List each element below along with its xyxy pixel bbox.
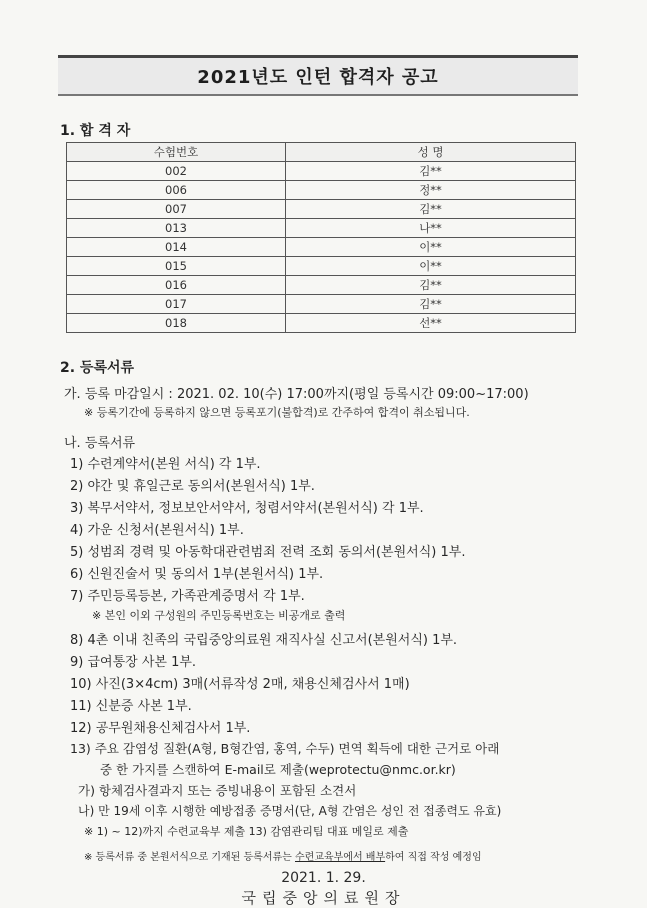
list-item: 12) 공무원채용신체검사서 1부. bbox=[70, 721, 251, 736]
table-row bbox=[67, 181, 576, 200]
passer-name: 김** bbox=[286, 295, 576, 314]
passers-table bbox=[66, 142, 576, 333]
list-item: 13) 주요 감염성 질환(A형, B형간염, 홍역, 수두) 면역 획득에 대한 근거로 아래 bbox=[70, 741, 500, 756]
section2-heading: 2. 등록서류 bbox=[60, 360, 135, 376]
table-row bbox=[67, 219, 576, 238]
table-row bbox=[67, 276, 576, 295]
list-item: 9) 급여통장 사본 1부. bbox=[70, 655, 197, 670]
table-row bbox=[67, 238, 576, 257]
list-item: 8) 4촌 이내 친족의 국립중앙의료원 재직사실 신고서(본원서식) 1부. bbox=[70, 633, 458, 648]
passer-name: 이** bbox=[286, 238, 576, 257]
exam-number: 018 bbox=[67, 314, 286, 333]
submission-note: ※ 1) ~ 12)까지 수련교육부 제출 13) 감염관리팀 대표 메일로 제출 bbox=[84, 825, 409, 838]
passer-name: 김** bbox=[286, 276, 576, 295]
list-item: 6) 신원진술서 및 동의서 1부(본원서식) 1부. bbox=[70, 567, 324, 582]
list-item: 10) 사진(3×4cm) 3매(서류작성 2매, 채용신체검사서 1매) bbox=[70, 677, 410, 692]
table-row bbox=[67, 314, 576, 333]
list-item: 5) 성범죄 경력 및 아동학대관련범죄 전력 조회 동의서(본원서식) 1부. bbox=[70, 545, 466, 560]
table-row bbox=[67, 295, 576, 314]
exam-number: 006 bbox=[67, 181, 286, 200]
list-item: 11) 신분증 사본 1부. bbox=[70, 699, 192, 714]
list-item: 4) 가운 신청서(본원서식) 1부. bbox=[70, 523, 244, 538]
table-header-row bbox=[67, 143, 576, 162]
documents-heading: 나. 등록서류 bbox=[64, 436, 136, 451]
passer-name: 정** bbox=[286, 181, 576, 200]
exam-number: 007 bbox=[67, 200, 286, 219]
footnote-pre: ※ 등록서류 중 본원서식으로 기재된 등록서류는 bbox=[84, 852, 295, 863]
issuer-signature: 국립중앙의료원장 bbox=[241, 889, 406, 907]
passer-name: 선** bbox=[286, 314, 576, 333]
list-subitem: 가) 항체검사결과지 또는 증빙내용이 포함된 소견서 bbox=[78, 783, 357, 798]
table-row bbox=[67, 200, 576, 219]
passer-name: 이** bbox=[286, 257, 576, 276]
exam-number: 002 bbox=[67, 162, 286, 181]
deadline-text: 가. 등록 마감일시 : 2021. 02. 10(수) 17:00까지(평일 등록시간 09:00~17:00) bbox=[64, 387, 529, 402]
list-item: 1) 수련계약서(본원 서식) 각 1부. bbox=[70, 457, 261, 472]
list-subitem: 나) 만 19세 이후 시행한 예방접종 증명서(단, A형 간염은 성인 전 접종력도 유효) bbox=[78, 804, 502, 818]
table-row bbox=[67, 257, 576, 276]
list-item: 3) 복무서약서, 정보보안서약서, 청렴서약서(본원서식) 각 1부. bbox=[70, 501, 424, 516]
notice-title-box bbox=[58, 55, 578, 96]
exam-number: 014 bbox=[67, 238, 286, 257]
section1-heading: 1. 합 격 자 bbox=[60, 123, 131, 139]
notice-date: 2021. 1. 29. bbox=[281, 870, 366, 886]
notice-title: 2021년도 인턴 합격자 공고 bbox=[197, 67, 439, 88]
footnote bbox=[84, 848, 482, 863]
deadline-note: ※ 등록기간에 등록하지 않으면 등록포기(불합격)로 간주하여 합격이 취소됩니다. bbox=[84, 406, 470, 419]
exam-number: 015 bbox=[67, 257, 286, 276]
col-header-exam-number: 수험번호 bbox=[67, 143, 286, 162]
exam-number: 013 bbox=[67, 219, 286, 238]
list-item: 7) 주민등록등본, 가족관계증명서 각 1부. bbox=[70, 589, 305, 604]
list-item: 2) 야간 및 휴일근로 동의서(본원서식) 1부. bbox=[70, 479, 315, 494]
list-item-note: ※ 본인 이외 구성원의 주민등록번호는 비공개로 출력 bbox=[92, 609, 346, 622]
footnote-post: 하여 직접 작성 예정임 bbox=[385, 852, 482, 863]
exam-number: 016 bbox=[67, 276, 286, 295]
table-row bbox=[67, 162, 576, 181]
exam-number: 017 bbox=[67, 295, 286, 314]
col-header-name: 성 명 bbox=[286, 143, 576, 162]
list-item-continued: 중 한 가지를 스캔하여 E-mail로 제출(weprotectu@nmc.or.kr) bbox=[100, 762, 456, 777]
passer-name: 나** bbox=[286, 219, 576, 238]
footnote-underline: 수련교육부에서 배부 bbox=[295, 852, 386, 863]
passer-name: 김** bbox=[286, 200, 576, 219]
passer-name: 김** bbox=[286, 162, 576, 181]
